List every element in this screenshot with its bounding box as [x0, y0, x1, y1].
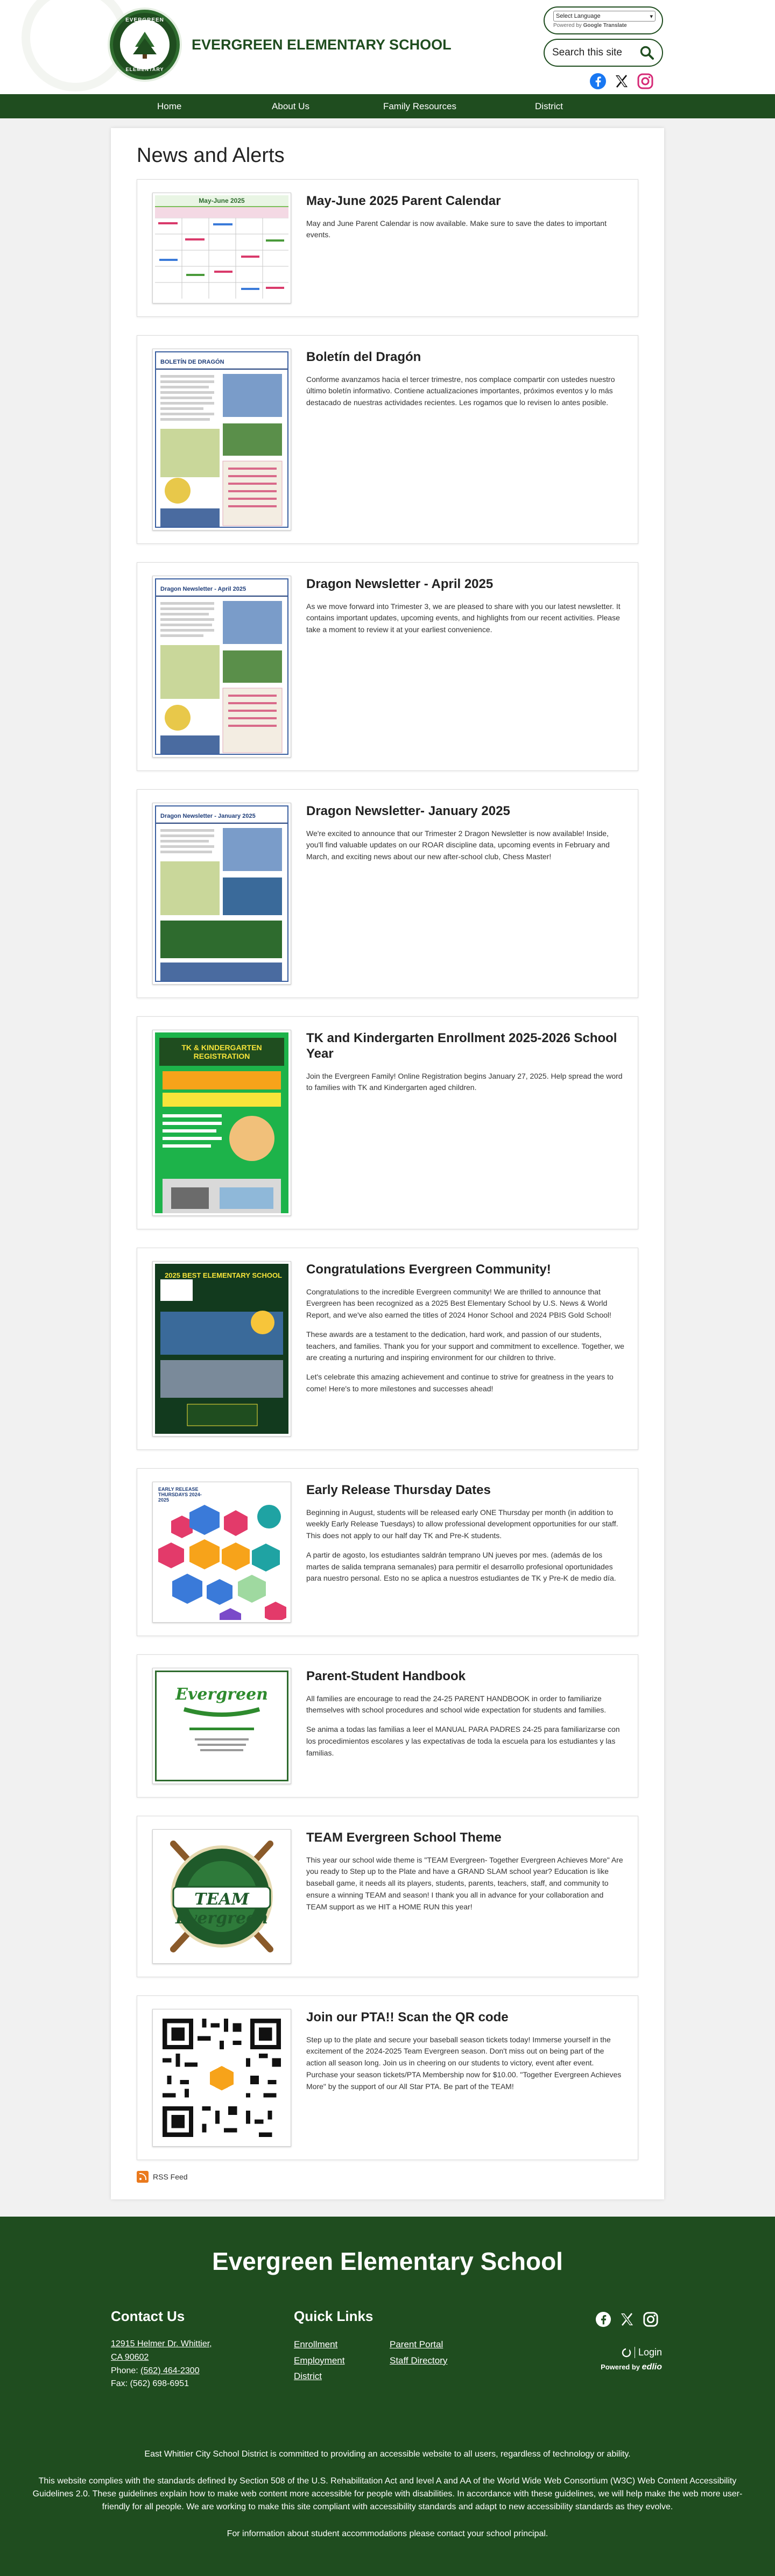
main-nav — [0, 94, 775, 118]
article-title[interactable] — [306, 1031, 625, 1062]
login-block — [601, 2347, 662, 2372]
header-social-links — [589, 72, 654, 90]
early-release-thumb-title: EARLY RELEASE THURSDAYS 2024-2025 — [158, 1487, 202, 1503]
phone-link[interactable]: (562) 464-2300 — [140, 2366, 200, 2375]
rss-feed-link[interactable] — [137, 2171, 638, 2183]
search-box — [544, 39, 663, 67]
early-release-thumbnail[interactable] — [152, 1482, 291, 1623]
login-label: Login — [635, 2347, 662, 2358]
article-text: We're excited to announce that our Trimester 2 Dragon Newsletter is now available! Inside, you'll find valuable updates on our ROAR discipline data, upcoming events in February and March, and exciting news about our new after-school club, Chess Master! — [306, 829, 610, 861]
article-text: These awards are a testament to the dedication, hard work, and passion of our students, teachers, and families. Thank you for your support and commitment to excellence. Together, we are creating a nurturing and inspiring environment for our children to thrive. — [306, 1329, 624, 1362]
quick-link-enrollment[interactable]: Enrollment — [294, 2339, 338, 2349]
quick-link-district[interactable]: District — [294, 2371, 322, 2381]
enrollment-flyer-graphic — [155, 1066, 288, 1213]
language-select-label: Select Language — [556, 13, 601, 19]
google-translate-credit — [553, 23, 653, 29]
accessibility-statement — [32, 2448, 743, 2540]
article-text: Se anima a todas las familias a leer el MANUAL PARA PADRES 24-25 para familiarizarse con los procedimientos escolares y las expectativas de toda la escuela para los estudiantes y las familias. — [306, 1725, 620, 1757]
team-thumb-title: TEAM Evergreen — [175, 1890, 268, 1928]
team-logo-thumbnail[interactable] — [152, 1829, 291, 1964]
tree-icon — [129, 29, 161, 61]
newsletter-thumbnail[interactable] — [152, 349, 291, 530]
news-card — [137, 562, 638, 771]
qr-code-thumbnail[interactable] — [152, 2009, 291, 2147]
news-card — [137, 179, 638, 317]
newsletter-graphic — [156, 370, 287, 528]
fax-text: Fax: (562) 698-6951 — [111, 2379, 189, 2389]
article-title-link[interactable]: TEAM Evergreen School Theme — [306, 1830, 502, 1845]
quick-link-staff-directory[interactable]: Staff Directory — [390, 2355, 448, 2366]
edlio-brand: edlio — [642, 2362, 662, 2372]
article-text: A partir de agosto, los estudiantes saldrán temprano UN jueves por mes. (además de los martes de salida temprana semanales) para permitir el desarrollo profesional oportunidades para nuestro personal. Esto no se aplica a nuestros estudiantes de TK y Pre-K de medio día. — [306, 1550, 616, 1583]
quick-link-employment[interactable]: Employment — [294, 2355, 345, 2366]
x-twitter-icon[interactable] — [612, 72, 631, 90]
article-text: Step up to the plate and secure your baseball season tickets today! Immerse yourself in the excitement of the 2024-2025 Team Evergreen season. Don't miss out on being part of the action all season long. Join us in cheering on our students to victory, event after event. Purchase your season tickets/PTA Membership now for $10.00. "Together Evergreen Achieves More" by the support of our All Star PTA. Be part of the TEAM! — [306, 2035, 622, 2091]
handbook-graphic — [168, 1704, 276, 1768]
footer-school-name: Evergreen Elementary School — [212, 2247, 563, 2275]
newsletter-graphic — [156, 824, 287, 982]
article-text: As we move forward into Trimester 3, we are pleased to share with you our latest newsletter. It contains important updates, upcoming events, and highlights from our recent activities. Please take a moment to review it at your earliest convenience. — [306, 601, 621, 634]
news-card — [137, 1468, 638, 1636]
awards-thumb-title: 2025 BEST ELEMENTARY SCHOOL — [165, 1271, 282, 1279]
facebook-icon[interactable] — [589, 72, 607, 90]
calendar-thumbnail[interactable] — [152, 193, 291, 303]
main-content — [111, 128, 664, 2199]
logo-bottom-text: ELEMENTARY — [125, 67, 164, 72]
qr-code-graphic — [158, 2014, 285, 2141]
accessibility-note: East Whittier City School District is committed to providing an accessible website to all users, regardless of technology or ability. — [144, 2450, 631, 2459]
footer-quick-links — [294, 2308, 488, 2448]
article-title[interactable] — [306, 2010, 625, 2026]
facebook-icon[interactable] — [595, 2311, 611, 2330]
footer-contact — [111, 2308, 294, 2448]
article-title[interactable] — [306, 1669, 625, 1685]
nav-item-district[interactable]: District — [535, 101, 563, 111]
article-title[interactable] — [306, 577, 625, 592]
article-title-link[interactable]: May-June 2025 Parent Calendar — [306, 194, 501, 208]
article-text: Conforme avanzamos hacia el tercer trimestre, nos complace compartir con ustedes nuestro último boletín informativo. Contiene actualizaciones importantes, próximos eventos y lo más destacado de nuestras actividades recientes. Les rogamos que lo revisen lo antes posible. — [306, 374, 615, 407]
article-title[interactable] — [306, 194, 625, 209]
login-link[interactable] — [601, 2347, 662, 2358]
instagram-icon[interactable] — [643, 2311, 659, 2330]
news-card — [137, 1654, 638, 1797]
nav-item-about-us[interactable]: About Us — [272, 101, 309, 111]
news-card — [137, 335, 638, 544]
article-title[interactable] — [306, 804, 625, 819]
article-title-link[interactable]: Join our PTA!! Scan the QR code — [306, 2010, 509, 2025]
school-name[interactable]: EVERGREEN ELEMENTARY SCHOOL — [192, 37, 452, 53]
article-title[interactable] — [306, 1262, 625, 1278]
article-title-link[interactable]: Boletín del Dragón — [306, 350, 421, 364]
article-title[interactable] — [306, 350, 625, 365]
chevron-down-icon: ▾ — [650, 13, 653, 20]
article-title[interactable] — [306, 1830, 625, 1846]
newsletter-thumbnail[interactable] — [152, 576, 291, 758]
x-twitter-icon[interactable] — [619, 2311, 635, 2330]
article-title-link[interactable]: Parent-Student Handbook — [306, 1669, 466, 1683]
newsletter-thumbnail[interactable] — [152, 803, 291, 985]
article-text: Congratulations to the incredible Evergreen community! We are thrilled to announce that Evergreen has been recognized as a 2025 Best Elementary School by U.S. News & World Report, and we've also earned the titles of 2024 Honor School and 2024 PBIS Gold School! — [306, 1287, 611, 1320]
search-icon — [639, 45, 654, 60]
news-card — [137, 1248, 638, 1450]
article-title-link[interactable]: Early Release Thursday Dates — [306, 1483, 491, 1497]
footer-social-links — [595, 2311, 659, 2330]
article-title-link[interactable]: Dragon Newsletter- January 2025 — [306, 804, 510, 818]
article-text: This year our school wide theme is "TEAM Evergreen- Together Evergreen Achieves More" Are you ready to Step up to the Plate and have a GRAND SLAM school year? Education is like baseball game, it needs all its players, students, parents, teachers, staff, and community to ensure a winning TEAM and season! I thank you all in advance for your collaboration and TEAM support as we HIT a HOME RUN this year! — [306, 1855, 623, 1911]
enrollment-thumb-title: TK & KINDERGARTEN REGISTRATION — [159, 1038, 284, 1066]
newsletter-graphic — [156, 597, 287, 755]
site-footer — [0, 2217, 775, 2576]
translate-brand: Translate — [603, 23, 627, 29]
contact-heading: Contact Us — [111, 2308, 185, 2324]
calendar-grid-graphic — [155, 207, 288, 299]
translate-widget — [544, 6, 663, 34]
school-logo[interactable] — [110, 10, 180, 80]
accessibility-note: For information about student accommodations please contact your school principal. — [227, 2529, 548, 2538]
news-card — [137, 1995, 638, 2160]
powered-by-edlio[interactable] — [601, 2362, 662, 2372]
calendar-thumb-title: May-June 2025 — [155, 195, 288, 207]
handbook-thumb-title: Evergreen — [175, 1685, 268, 1704]
powered-by-prefix: Powered by — [601, 2363, 640, 2371]
nav-item-home[interactable]: Home — [157, 101, 182, 111]
powered-prefix: Powered by — [553, 23, 582, 29]
site-header — [0, 0, 775, 94]
google-brand: Google — [583, 23, 602, 29]
news-card — [137, 789, 638, 998]
logo-top-text: EVERGREEN — [125, 17, 164, 23]
news-card — [137, 1016, 638, 1229]
article-title-link[interactable]: Congratulations Evergreen Community! — [306, 1262, 551, 1277]
address-line-1[interactable]: 12915 Helmer Dr. Whittier, — [111, 2339, 212, 2348]
article-text: Beginning in August, students will be released early ONE Thursday per month (in addition to weekly Early Release Tuesdays) to allow professional development opportunities for our staff. This does not apply to our half day TK and Pre-K students. — [306, 1508, 618, 1540]
article-title-link[interactable]: Dragon Newsletter - April 2025 — [306, 577, 494, 591]
newsletter-thumb-title: Dragon Newsletter - April 2025 — [156, 579, 287, 597]
enrollment-flyer-thumbnail[interactable] — [152, 1030, 291, 1216]
article-title-link[interactable]: TK and Kindergarten Enrollment 2025-2026 School Year — [306, 1031, 617, 1061]
address-line-2[interactable]: CA 90602 — [111, 2352, 149, 2362]
article-text: Let's celebrate this amazing achievement and continue to strive for greatness in the years to come! Here's to more milestones and successes ahead! — [306, 1372, 614, 1393]
edlio-logo-icon — [622, 2348, 631, 2358]
article-text: Join the Evergreen Family! Online Registration begins January 27, 2025. Help spread the word to families with TK and Kindergarten aged children. — [306, 1071, 623, 1092]
logo-emblem — [120, 20, 170, 69]
article-text: May and June Parent Calendar is now available. Make sure to save the dates to important events. — [306, 218, 607, 239]
newsletter-thumb-title: Dragon Newsletter - January 2025 — [156, 806, 287, 824]
article-title[interactable] — [306, 1483, 625, 1498]
quick-links-heading: Quick Links — [294, 2308, 374, 2324]
footer-columns — [111, 2308, 664, 2448]
page-title: News and Alerts — [137, 144, 285, 167]
language-select[interactable] — [553, 11, 656, 22]
phone-label: Phone: — [111, 2366, 138, 2375]
newsletter-thumb-title: BOLETÍN DE DRAGÓN — [156, 352, 287, 370]
awards-thumbnail[interactable] — [152, 1261, 291, 1436]
accessibility-note: This website complies with the standards defined by Section 508 of the U.S. Rehabilitation Act and level A and AA of the World Wide Web Consortium (W3C) Web Content Accessibility Guidelines 2.0. These guidelines explain how to make web content more accessible for people with disabilities. In accordance with these guidelines, we will help make the web more user-friendly for all people. We are working to make this site compliant with accessibility standards and adapt to new accessibility standards as they evolve. — [32, 2476, 743, 2511]
handbook-thumbnail[interactable] — [152, 1668, 291, 1784]
early-release-hexagons-graphic — [155, 1505, 288, 1620]
article-text: All families are encourage to read the 24-25 PARENT HANDBOOK in order to familiarize themselves with school procedures and school wide expectation for students and families. — [306, 1694, 607, 1715]
rss-icon — [137, 2171, 149, 2183]
search-button[interactable] — [638, 44, 656, 61]
nav-item-family-resources[interactable]: Family Resources — [383, 101, 457, 111]
quick-link-parent-portal[interactable]: Parent Portal — [390, 2339, 443, 2349]
news-card — [137, 1816, 638, 1977]
rss-label: RSS Feed — [153, 2172, 188, 2181]
instagram-icon[interactable] — [636, 72, 654, 90]
awards-graphic — [155, 1279, 288, 1434]
search-input[interactable] — [552, 47, 638, 59]
